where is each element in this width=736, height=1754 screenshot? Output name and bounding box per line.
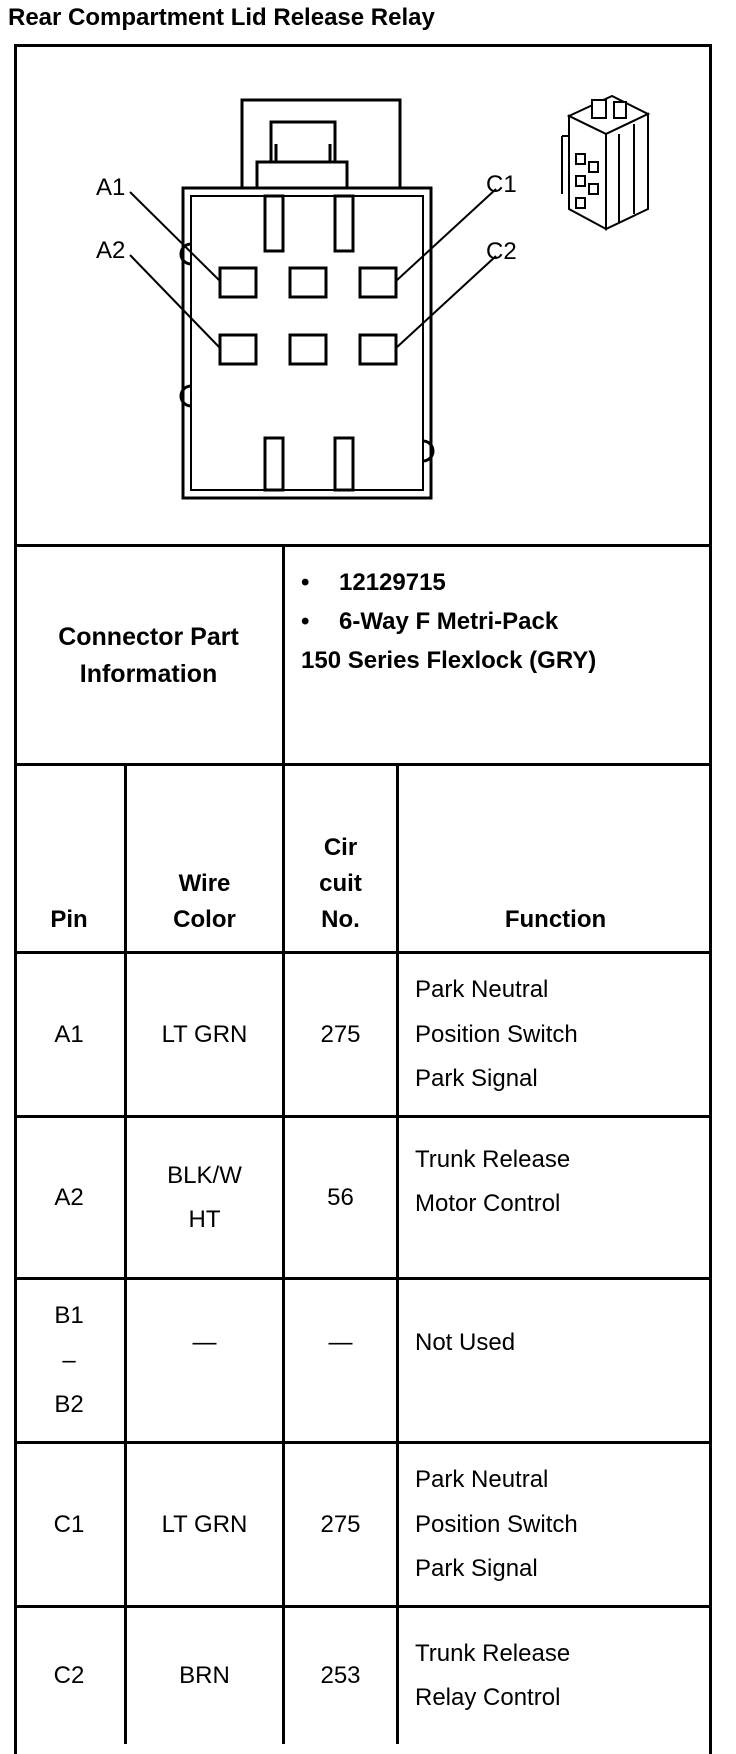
table-row-b1-b2-pin: B1 –B2 [54,1302,84,1419]
table-row-a2-circuit: 56 [327,1184,354,1211]
pin-label-a1: A1 [96,174,126,201]
header-function: Function [504,906,607,933]
connector-info-label: Connector Part Information [58,623,239,688]
cavity-a1 [220,268,256,297]
cavity-c1 [360,268,396,297]
bullet-icon: • [301,569,310,596]
bullet-icon: • [301,607,310,635]
header-wire-color: Wire Color [173,870,236,933]
table-row-a2-function: Trunk Release Motor Control [415,1146,571,1218]
part-number: 12129715 [339,569,446,596]
table-row-b1-b2-circuit: — [328,1329,353,1356]
header-circuit-no: Cir cuit No. [319,834,362,933]
table-row-b1-b2-function: Not Used [415,1328,516,1356]
table-row-c2-circuit: 253 [320,1662,361,1689]
table-row-c1-wire-color: LT GRN [161,1511,248,1538]
cavity-c2 [360,335,396,364]
table-row-a1-circuit: 275 [320,1021,361,1048]
table-row-a1-pin: A1 [54,1021,84,1048]
connector-info-value [285,547,712,764]
connector-diagram [14,44,712,547]
cavity-b1 [290,268,326,297]
table-row-a2-wire-color: BLK/W HT [167,1161,242,1233]
table-row-a2-pin: A2 [54,1184,84,1211]
table-row-b1-b2-wire-color: — [192,1329,217,1356]
part-description-line1: 6-Way F Metri-Pack [339,607,559,635]
table-row-a1-function: Park Neutral Position Switch Park Signal [415,976,578,1093]
part-description-line2: 150 Series Flexlock (GRY) [301,646,597,674]
page-title: Rear Compartment Lid Release Relay [8,4,435,31]
table-row-c2-wire-color: BRN [179,1662,230,1689]
cavity-b2 [290,335,326,364]
pin-label-c1: C1 [486,171,517,198]
table-row-c1-circuit: 275 [320,1511,361,1538]
table-row-c1-pin: C1 [53,1511,85,1538]
connector-thumbnail [562,96,648,229]
pin-label-a2: A2 [96,237,126,264]
cavity-a2 [220,335,256,364]
table-row-c2-function: Trunk Release Relay Control [415,1639,571,1711]
pin-label-c2: C2 [486,238,517,265]
header-pin: Pin [50,906,88,933]
table-row-c1-function: Park Neutral Position Switch Park Signal [415,1466,578,1583]
connector-face-drawing [14,44,712,547]
table-row-c2-pin: C2 [53,1662,85,1689]
table-row-a1-wire-color: LT GRN [161,1021,248,1048]
